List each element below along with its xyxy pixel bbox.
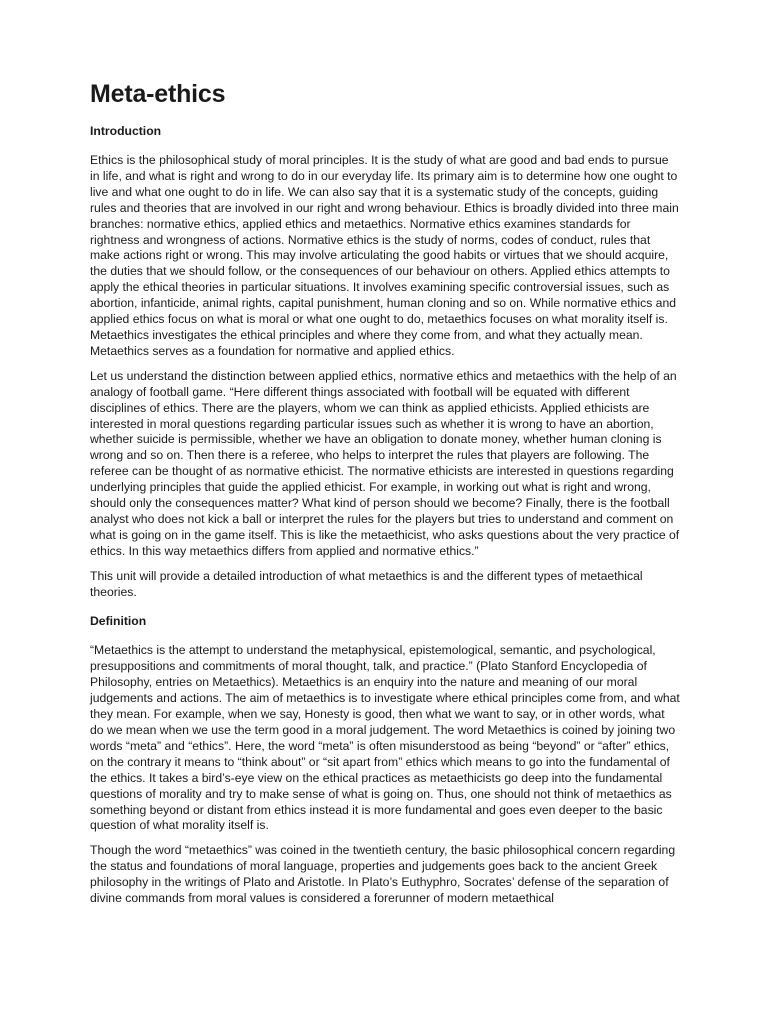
paragraph-intro-1: Ethics is the philosophical study of moral principles. It is the study of what are good and bad ends to pursue in life, and what is right and wrong to do in our everyday life. Its primary aim is to determine how one ought to live and what one ought to do in life. We can also say that it is a systematic study of the concepts, guiding rules and theories that are involved in our right and wrong behaviour. Ethics is broadly divided into three main branches: normative ethics, applied ethics and metaethics. Normative ethics examines standards for rightness and wrongness of actions. Normative ethics is the study of norms, codes of conduct, rules that make actions right or wrong. This may involve articulating the good habits or virtues that we should acquire, the duties that we should follow, or the consequences of our behaviour on others. Applied ethics attempts to apply the ethical theories in particular situations. It involves examining specific controversial issues, such as abortion, infanticide, animal rights, capital punishment, human cloning and so on. While normative ethics and applied ethics focus on what is moral or what one ought to do, metaethics focuses on what morality itself is. Metaethics investigates the ethical principles and where they come from, and what they actually mean. Metaethics serves as a foundation for normative and applied ethics. [90, 153, 679, 358]
paragraph-intro-3: This unit will provide a detailed introduction of what metaethics is and the different types of metaethical theories. [90, 568, 643, 599]
page-title: Meta-ethics [90, 80, 226, 108]
section-heading-definition: Definition [90, 614, 147, 629]
section-heading-introduction: Introduction [90, 124, 162, 138]
paragraph-definition-1: “Metaethics is the attempt to understand the metaphysical, epistemological, semantic, and psychological, presuppositions and commitments of moral thought, talk, and practice.” (Plato Stanford Encyclopedia of Philosophy, entries on Metaethics). Metaethics is an enquiry into the nature and meaning of our moral judgements and actions. The aim of metaethics is to investigate where ethical principles come from, and what they mean. For example, when we say, Honesty is good, then what we want to say, or in other words, what do we mean when we use the term good in a moral judgement. The word Metaethics is coined by joining two words “meta” and “ethics”. Here, the word “meta” is often misunderstood as being “beyond” or “after” ethics, on the contrary it means to “think about” or “sit apart from” ethics which means to go into the fundamental of the ethics. It takes a bird’s-eye view on the ethical practices as metaethicists go deep into the fundamental questions of morality and try to make sense of what is going on. Thus, one should not think of metaethics as something beyond or distant from ethics instead it is more fundamental and goes even deeper to the basic question of what morality itself is. [90, 643, 680, 833]
document-page [90, 78, 680, 916]
paragraph-definition-2: Though the word “metaethics” was coined in the twentieth century, the basic philosophical concern regarding the status and foundations of moral language, properties and judgements goes back to the ancient Greek philosophy in the writings of Plato and Aristotle. In Plato’s Euthyphro, Socrates’ defense of the separation of divine commands from moral values is considered a forerunner of modern metaethical [90, 843, 676, 906]
paragraph-intro-2: Let us understand the distinction between applied ethics, normative ethics and metaethics with the help of an analogy of football game. “Here different things associated with football will be equated with different disciplines of ethics. There are the players, whom we can think as applied ethicists. Applied ethicists are interested in moral questions regarding particular issues such as whether it is wrong to have an abortion, whether suicide is permissible, whether we have an obligation to donate money, whether human cloning is wrong and so on. Then there is a referee, who helps to interpret the rules that players are following. The referee can be thought of as normative ethicist. The normative ethicists are interested in questions regarding underlying principles that guide the applied ethicist. For example, in working out what is right and wrong, should only the consequences matter? What kind of person should we become? Finally, there is the football analyst who does not kick a ball or interpret the rules for the players but tries to understand and comment on what is going on in the game itself. This is like the metaethicist, who asks questions about the very practice of ethics. In this way metaethics differs from applied and normative ethics.” [90, 368, 680, 558]
